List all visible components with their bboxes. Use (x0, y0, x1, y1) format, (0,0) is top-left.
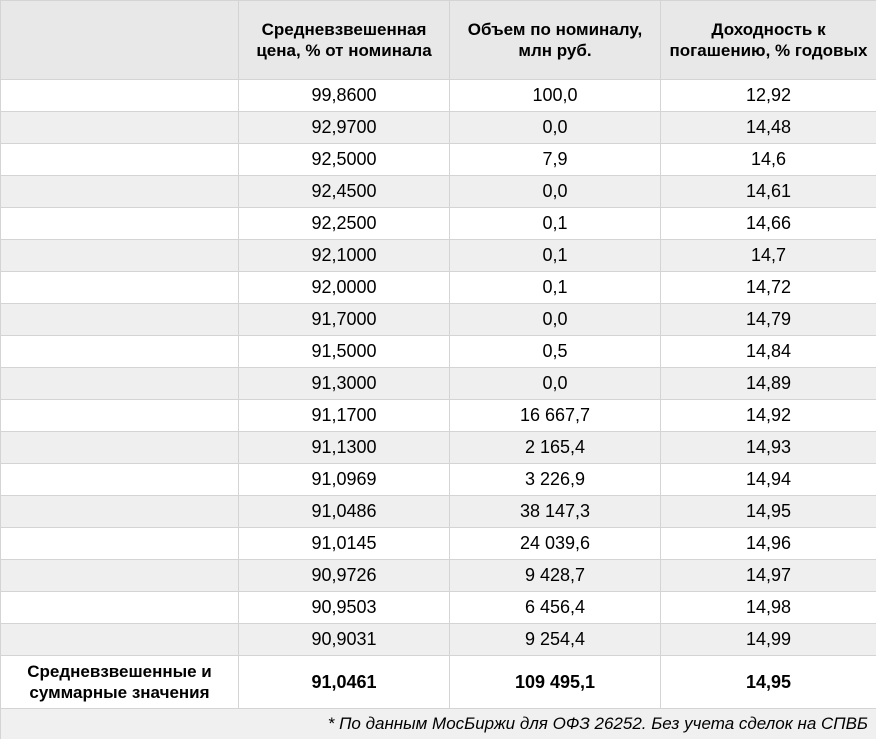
row-label (1, 176, 239, 208)
row-label (1, 368, 239, 400)
table-row (1, 112, 876, 144)
price-cell: 91,1700 (239, 400, 450, 432)
price-cell: 91,0486 (239, 496, 450, 528)
volume-cell: 0,0 (450, 368, 661, 400)
volume-cell: 2 165,4 (450, 432, 661, 464)
row-label (1, 624, 239, 656)
row-label (1, 560, 239, 592)
price-cell: 90,9031 (239, 624, 450, 656)
price-cell: 92,2500 (239, 208, 450, 240)
volume-cell: 0,1 (450, 272, 661, 304)
price-cell: 91,0145 (239, 528, 450, 560)
row-label (1, 400, 239, 432)
footnote: * По данным МосБиржи для ОФЗ 26252. Без учета сделок на СПВБ (1, 709, 876, 740)
price-cell: 91,3000 (239, 368, 450, 400)
row-label (1, 336, 239, 368)
totals-price: 91,0461 (239, 656, 450, 709)
table-row (1, 432, 876, 464)
price-cell: 90,9503 (239, 592, 450, 624)
volume-cell: 9 428,7 (450, 560, 661, 592)
yield-cell: 14,97 (661, 560, 876, 592)
table-row (1, 80, 876, 112)
row-label (1, 144, 239, 176)
volume-cell: 0,0 (450, 112, 661, 144)
volume-cell: 0,5 (450, 336, 661, 368)
price-cell: 99,8600 (239, 80, 450, 112)
table-row (1, 176, 876, 208)
yield-cell: 14,48 (661, 112, 876, 144)
volume-cell: 0,1 (450, 240, 661, 272)
totals-row (1, 656, 876, 709)
table-row (1, 496, 876, 528)
yield-cell: 14,89 (661, 368, 876, 400)
yield-cell: 14,99 (661, 624, 876, 656)
row-label (1, 272, 239, 304)
row-label (1, 464, 239, 496)
row-label (1, 592, 239, 624)
volume-cell: 9 254,4 (450, 624, 661, 656)
row-label (1, 112, 239, 144)
yield-cell: 14,79 (661, 304, 876, 336)
yield-cell: 14,96 (661, 528, 876, 560)
totals-volume: 109 495,1 (450, 656, 661, 709)
table-row (1, 336, 876, 368)
header-yield: Доходность к погашению, % годовых (661, 1, 876, 80)
row-label (1, 496, 239, 528)
price-cell: 92,4500 (239, 176, 450, 208)
volume-cell: 7,9 (450, 144, 661, 176)
volume-cell: 100,0 (450, 80, 661, 112)
yield-cell: 14,95 (661, 496, 876, 528)
row-label (1, 208, 239, 240)
price-cell: 92,9700 (239, 112, 450, 144)
price-cell: 90,9726 (239, 560, 450, 592)
table-row (1, 624, 876, 656)
volume-cell: 38 147,3 (450, 496, 661, 528)
price-cell: 92,5000 (239, 144, 450, 176)
volume-cell: 0,0 (450, 304, 661, 336)
table-row (1, 272, 876, 304)
price-cell: 91,1300 (239, 432, 450, 464)
volume-cell: 16 667,7 (450, 400, 661, 432)
yield-cell: 14,7 (661, 240, 876, 272)
header-price: Средневзвешенная цена, % от номинала (239, 1, 450, 80)
yield-cell: 14,61 (661, 176, 876, 208)
header-row (1, 1, 876, 80)
table-row (1, 592, 876, 624)
table-body (1, 80, 876, 656)
table-row (1, 400, 876, 432)
yield-cell: 14,93 (661, 432, 876, 464)
price-cell: 91,7000 (239, 304, 450, 336)
table-row (1, 144, 876, 176)
totals-yield: 14,95 (661, 656, 876, 709)
table-row (1, 464, 876, 496)
row-label (1, 432, 239, 464)
yield-cell: 14,72 (661, 272, 876, 304)
table-row (1, 560, 876, 592)
row-label (1, 304, 239, 336)
volume-cell: 0,1 (450, 208, 661, 240)
header-empty (1, 1, 239, 80)
volume-cell: 0,0 (450, 176, 661, 208)
yield-cell: 12,92 (661, 80, 876, 112)
yield-cell: 14,84 (661, 336, 876, 368)
price-cell: 91,5000 (239, 336, 450, 368)
table-row (1, 208, 876, 240)
row-label (1, 240, 239, 272)
table-row (1, 528, 876, 560)
price-cell: 92,1000 (239, 240, 450, 272)
volume-cell: 3 226,9 (450, 464, 661, 496)
yield-cell: 14,6 (661, 144, 876, 176)
yield-cell: 14,94 (661, 464, 876, 496)
yield-cell: 14,66 (661, 208, 876, 240)
table-row (1, 304, 876, 336)
price-cell: 92,0000 (239, 272, 450, 304)
volume-cell: 6 456,4 (450, 592, 661, 624)
yield-cell: 14,92 (661, 400, 876, 432)
row-label (1, 80, 239, 112)
header-volume: Объем по номиналу, млн руб. (450, 1, 661, 80)
price-cell: 91,0969 (239, 464, 450, 496)
table-row (1, 368, 876, 400)
yield-cell: 14,98 (661, 592, 876, 624)
footnote-row (1, 709, 876, 740)
totals-label: Средневзвешенные и суммарные значения (1, 656, 239, 709)
table-row (1, 240, 876, 272)
row-label (1, 528, 239, 560)
volume-cell: 24 039,6 (450, 528, 661, 560)
